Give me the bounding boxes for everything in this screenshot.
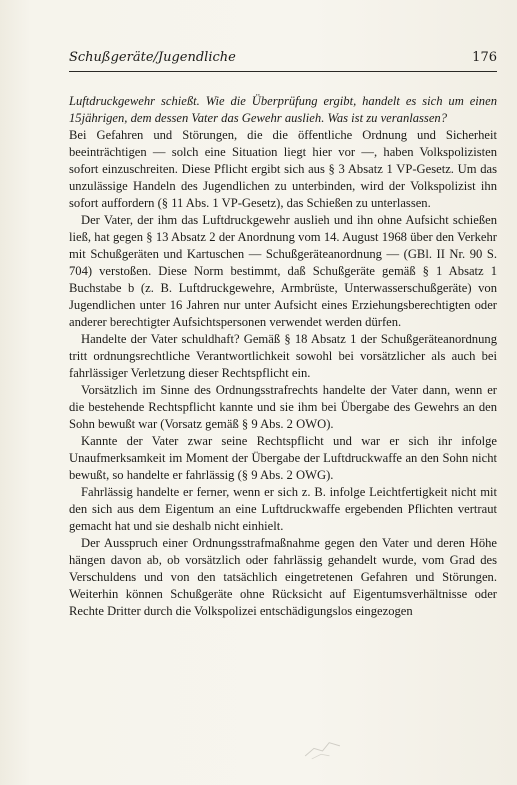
paragraph: Vorsätzlich im Sinne des Ordnungsstrafrechts handelte der Vater dann, wenn er die bestehende Rechtspflicht kannte und sie ihm bei Übergabe des Gewehrs an den Sohn bewußt war (Vorsatz gemäß § 9 Abs. 2 OWO). — [69, 383, 497, 431]
pencil-mark — [298, 731, 346, 764]
paragraph: Kannte der Vater zwar seine Rechtspflicht und war er sich ihr infolge Unaufmerksamkeit im Moment der Übergabe der Luftdruckwaffe an den Sohn nicht bewußt, so handelte er fahrlässig (§ 9 Abs. 2 OWG). — [69, 434, 497, 482]
paragraph: Bei Gefahren und Störungen, die die öffentliche Ordnung und Sicherheit beeinträchtigen — solch eine Situation liegt hier vor —, haben Volkspolizisten sofort einzuschreiten. Diese Pflicht ergibt sich aus § 3 Absatz 1 VP-Gesetz. Um das unzulässige Handeln des Jugendlichen zu unterbinden, wird der Volkspolizist ihn sofort auffordern (§ 11 Abs. 1 VP-Gesetz), das Schießen zu unterlassen. — [69, 128, 497, 210]
page-number: 176 — [472, 50, 497, 65]
paragraph: Der Vater, der ihm das Luftdruckgewehr auslieh und ihn ohne Aufsicht schießen ließ, hat gegen § 13 Absatz 2 der Anordnung vom 14. August 1968 über den Verkehr mit Schußgeräten und Kartuschen — Schußgeräteanordnung — (GBl. II Nr. 90 S. 704) verstoßen. Diese Norm bestimmt, daß Schußgeräte gemäß § 1 Absatz 1 Buchstabe b (z. B. Luftdruckgewehre, Armbrüste, Unterwasserschußgeräte) von Jugendlichen unter 16 Jahren nur unter Aufsicht eines Erziehungsberechtigten oder anderer berechtigter Aufsichtspersonen verwendet werden dürfen. — [69, 213, 497, 329]
running-title: Schußgeräte/Jugendliche — [69, 50, 236, 65]
header-rule — [69, 71, 497, 72]
paragraph: Handelte der Vater schuldhaft? Gemäß § 18 Absatz 1 der Schußgeräteanordnung tritt ordnungsrechtliche Verantwortlichkeit sowohl bei vorsätzlicher als auch bei fahrlässiger Verletzung dieser Rechtspflicht ein. — [69, 332, 497, 380]
case-question: Luftdruckgewehr schießt. Wie die Überprüfung ergibt, handelt es sich um einen 15jährigen, dem dessen Vater das Gewehr auslieh. Was ist zu veranlassen? — [69, 94, 497, 125]
paragraph: Fahrlässig handelte er ferner, wenn er sich z. B. infolge Leichtfertigkeit nicht mit den sich aus dem Eigentum an eine Luftdruckwaffe ergebenden Pflichten vertraut gemacht hat und sie deshalb nicht einhielt. — [69, 485, 497, 533]
body-text — [69, 93, 497, 620]
paragraph: Der Ausspruch einer Ordnungsstrafmaßnahme gegen den Vater und deren Höhe hängen davon ab, ob vorsätzlich oder fahrlässig gehandelt wurde, vom Grad des Verschuldens und von den tatsächlich eingetretenen Gefahren und Störungen. Weiterhin können Schußgeräte ohne Rücksicht auf Eigentumsverhältnisse oder Rechte Dritter durch die Volkspolizei entschädigungslos eingezogen — [69, 536, 497, 618]
running-header — [69, 50, 497, 65]
